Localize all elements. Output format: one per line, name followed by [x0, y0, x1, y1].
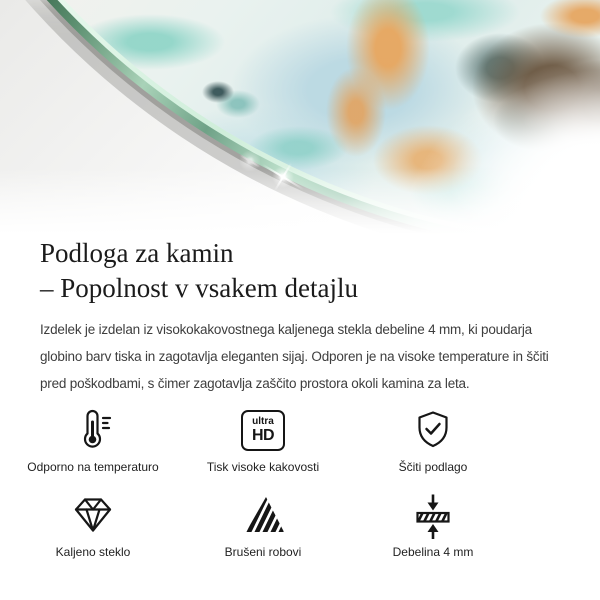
polished-edges-icon	[239, 492, 287, 538]
diamond-icon	[70, 492, 116, 538]
feature-label: Ščiti podlago	[398, 460, 468, 474]
content-section	[0, 236, 600, 559]
thermometer-icon	[70, 407, 116, 453]
white-fade-overlay	[0, 0, 600, 234]
uhd-badge-bottom-text: HD	[251, 426, 275, 444]
product-description: Izdelek je izdelan iz visokokakovostnega kaljenega stekla debeline 4 mm, ki poudarja globino barv tiska in zagotavlja eleganten sijaj. Odporen je na visoke temperature in ščiti pred poškodbami, s čimer zagotavlja zaščito prostora okoli kamina za leta.	[40, 322, 549, 391]
thickness-icon	[409, 492, 457, 538]
page-title	[40, 236, 560, 306]
feature-label: Kaljeno steklo	[55, 545, 131, 559]
hero-product-image	[0, 0, 600, 234]
feature-label: Debelina 4 mm	[392, 545, 474, 559]
feature-label: Odporno na temperaturo	[27, 460, 159, 474]
title-line-1: Podloga za kamin	[40, 238, 234, 268]
feature-tempered-glass	[8, 492, 178, 559]
feature-print-quality	[178, 407, 348, 474]
feature-polished-edges	[178, 492, 348, 559]
title-line-2: – Popolnost v vsakem detajlu	[40, 273, 358, 303]
features-grid	[8, 407, 560, 559]
feature-label: Brušeni robovi	[224, 545, 302, 559]
feature-label: Tisk visoke kakovosti	[206, 460, 320, 474]
feature-protects-surface	[348, 407, 518, 474]
ultra-hd-icon	[241, 407, 285, 453]
uhd-badge-top-text: ultra	[252, 415, 274, 427]
shield-check-icon	[411, 407, 455, 453]
feature-temperature-resistant	[8, 407, 178, 474]
feature-thickness	[348, 492, 518, 559]
